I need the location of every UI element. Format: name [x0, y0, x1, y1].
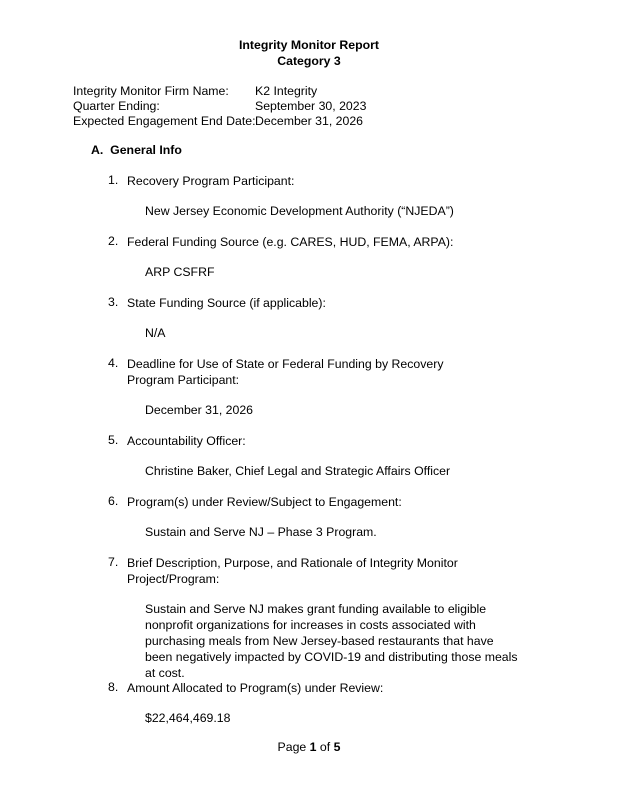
item-number: 7.: [108, 555, 119, 569]
item-question: Deadline for Use of State or Federal Funding by Recovery Program Participant:: [127, 357, 444, 387]
item-number: 3.: [108, 295, 119, 309]
page-footer: [0, 740, 618, 754]
item-answer: Sustain and Serve NJ – Phase 3 Program.: [145, 525, 377, 539]
title-line-1: Integrity Monitor Report: [238, 38, 380, 52]
item-question: Federal Funding Source (e.g. CARES, HUD, FEMA, ARPA):: [127, 235, 454, 249]
section-title: General Info: [110, 143, 182, 157]
item-question: Amount Allocated to Program(s) under Review:: [127, 681, 384, 695]
item-answer: ARP CSFRF: [145, 265, 215, 279]
item-number: 5.: [108, 433, 119, 447]
item-number: 1.: [108, 173, 119, 187]
item-number: 6.: [108, 494, 119, 508]
item-question: Recovery Program Participant:: [127, 174, 295, 188]
firm-name-value: K2 Integrity: [255, 84, 318, 98]
item-answer: Sustain and Serve NJ makes grant funding available to eligible nonprofit organizations for increases in costs associated with purchasing meals from New Jersey-based restaurants that have been negatively impacted by COVID-19 and distributing those meals at cost.: [145, 602, 518, 680]
section-letter: A.: [91, 143, 104, 157]
item-answer: $22,464,469.18: [145, 711, 231, 725]
item-question: State Funding Source (if applicable):: [127, 296, 326, 310]
item-number: 2.: [108, 234, 119, 248]
quarter-ending-value: September 30, 2023: [255, 99, 367, 113]
item-question: Program(s) under Review/Subject to Engagement:: [127, 495, 402, 509]
item-answer: N/A: [145, 326, 166, 340]
item-answer: Christine Baker, Chief Legal and Strategic Affairs Officer: [145, 464, 451, 478]
item-question: Accountability Officer:: [127, 434, 246, 448]
item-answer: New Jersey Economic Development Authority (“NJEDA”): [145, 204, 454, 218]
engagement-end-value: December 31, 2026: [255, 114, 364, 128]
item-question: Brief Description, Purpose, and Rationale of Integrity Monitor Project/Program:: [127, 556, 458, 586]
current-page: 1: [309, 740, 317, 754]
total-pages: 5: [333, 740, 341, 754]
section-heading: [91, 143, 182, 157]
title-line-2: Category 3: [277, 54, 341, 68]
item-number: 8.: [108, 680, 119, 694]
engagement-end-label: Expected Engagement End Date:: [73, 114, 256, 128]
quarter-ending-label: Quarter Ending:: [73, 99, 160, 113]
item-answer: December 31, 2026: [145, 403, 254, 417]
firm-name-label: Integrity Monitor Firm Name:: [73, 84, 229, 98]
page-sep: of: [316, 740, 334, 754]
item-number: 4.: [108, 356, 119, 370]
page-prefix: Page: [277, 740, 310, 754]
